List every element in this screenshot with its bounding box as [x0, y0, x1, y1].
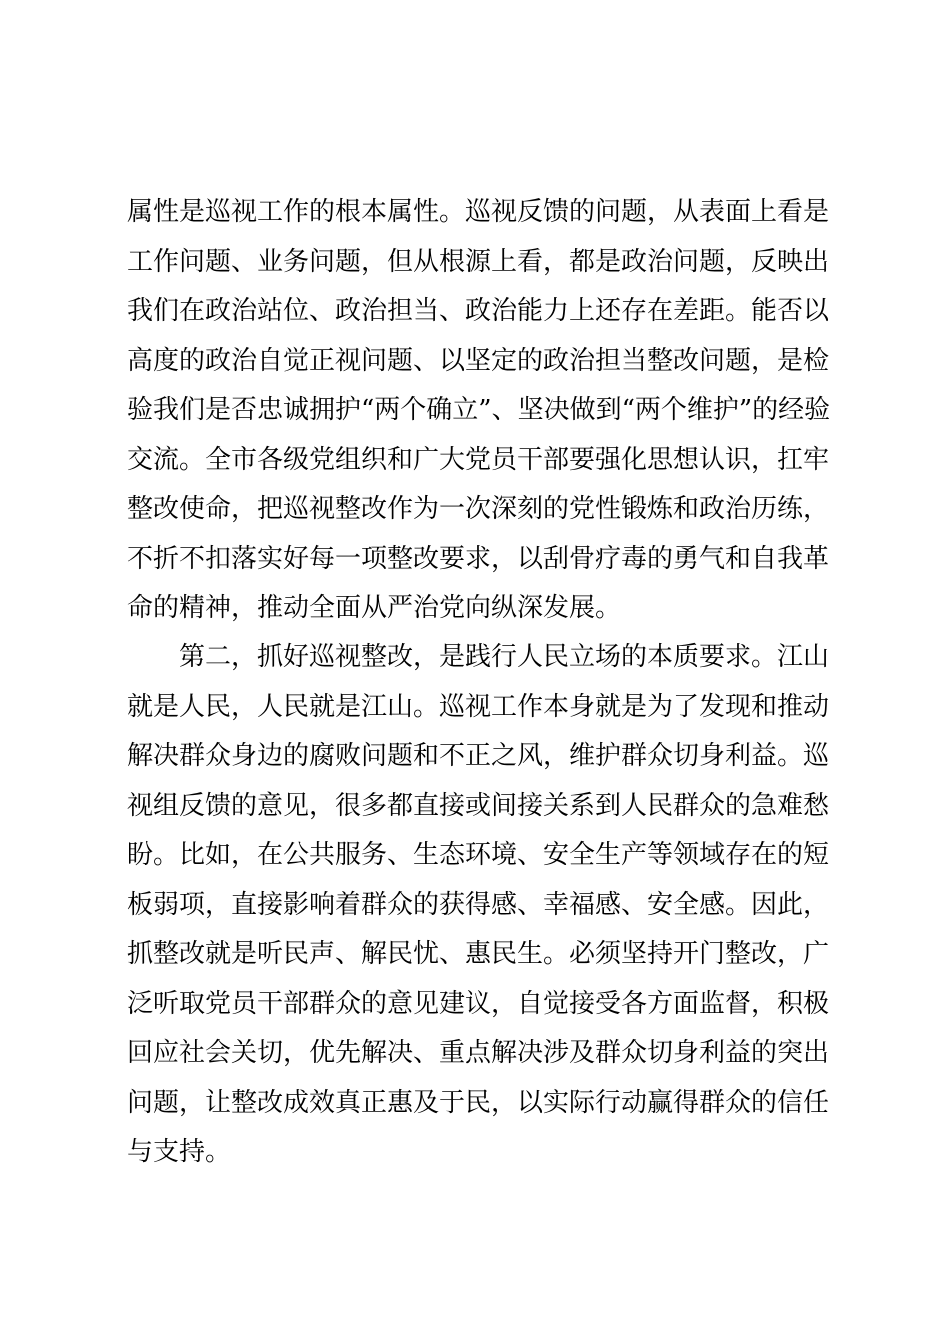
paragraph-line: 泛听取党员干部群众的意见建议，自觉接受各方面监督，积极: [127, 988, 830, 1019]
paragraph-line: 盼。比如，在公共服务、生态环境、安全生产等领域存在的短: [127, 840, 830, 870]
paragraph-political-attribute: [127, 188, 831, 634]
paragraph-line: 问题，让整改成效真正惠及于民，以实际行动赢得群众的信任: [127, 1087, 830, 1118]
paragraph-line: 属性是巡视工作的根本属性。巡视反馈的问题，从表面上看是: [127, 197, 830, 227]
paragraph-line: 高度的政治自觉正视问题、以坚定的政治担当整改问题，是检: [127, 345, 830, 376]
paragraph-line: 就是人民，人民就是江山。巡视工作本身就是为了发现和推动: [127, 691, 830, 722]
paragraph-line: 命的精神，推动全面从严治党向纵深发展。: [127, 593, 622, 623]
paragraph-line: 整改使命，把巡视整改作为一次深刻的党性锻炼和政治历练，: [127, 494, 830, 524]
paragraph-line: 与支持。: [127, 1137, 232, 1167]
paragraph-line: 板弱项，直接影响着群众的获得感、幸福感、安全感。因此，: [127, 889, 830, 920]
paragraph-line: 抓整改就是听民声、解民忧、惠民生。必须坚持开门整改，广: [127, 939, 830, 969]
paragraph-line: 视组反馈的意见，很多都直接或间接关系到人民群众的急难愁: [127, 790, 830, 821]
paragraph-line: 验我们是否忠诚拥护“两个确立”、坚决做到“两个维护”的经验: [127, 395, 831, 425]
paragraph-line: 交流。全市各级党组织和广大党员干部要强化思想认识，扛牢: [127, 444, 830, 475]
paragraph-line: 我们在政治站位、政治担当、政治能力上还存在差距。能否以: [127, 296, 830, 326]
paragraph-line: 第二，抓好巡视整改，是践行人民立场的本质要求。江山: [179, 642, 830, 672]
paragraph-line: 不折不扣落实好每一项整改要求，以刮骨疗毒的勇气和自我革: [127, 543, 830, 574]
paragraph-line: 解决群众身边的腐败问题和不正之风，维护群众切身利益。巡: [127, 741, 830, 771]
paragraph-line: 回应社会关切，优先解决、重点解决涉及群众切身利益的突出: [127, 1038, 830, 1068]
paragraph-people-stance: [127, 633, 830, 1178]
paragraph-line: 工作问题、业务问题，但从根源上看，都是政治问题，反映出: [127, 246, 830, 277]
